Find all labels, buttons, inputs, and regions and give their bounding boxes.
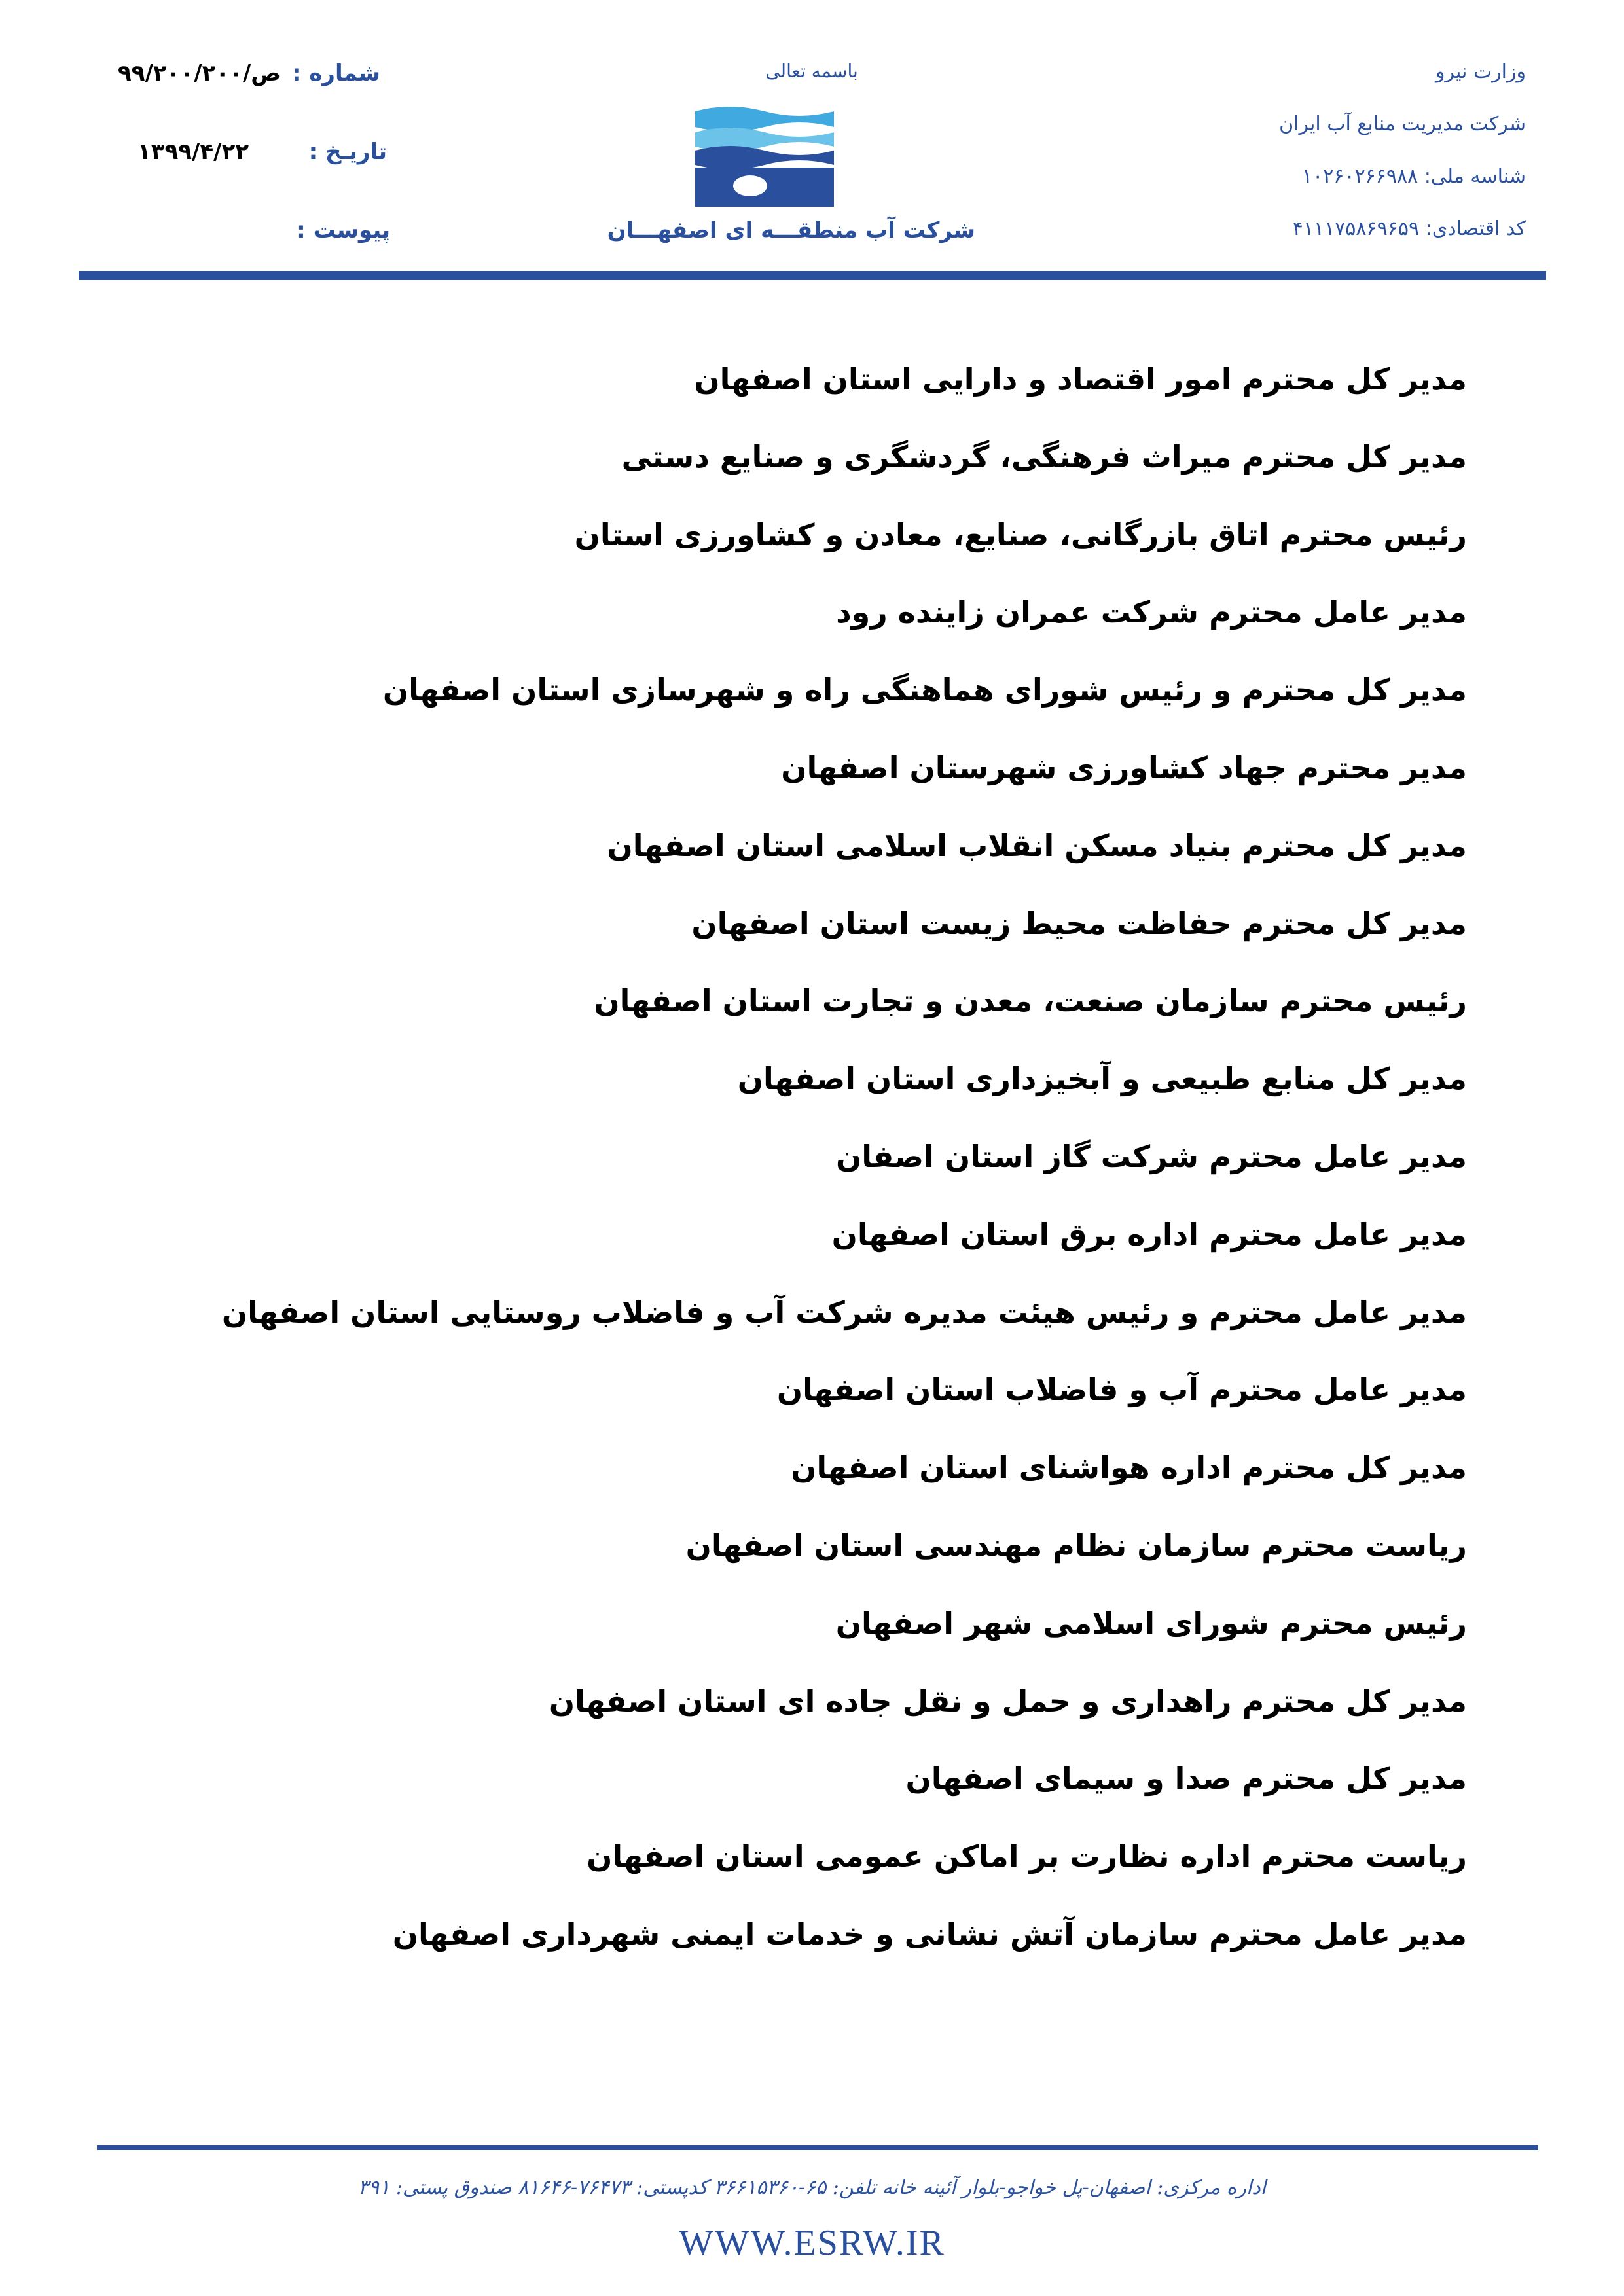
footer-address: اداره مرکزی: اصفهان-پل خواجو-بلوار آئینه خانه تلفن: ۶۵-۳۶۶۱۵۳۶۰ کدپستی: ۷۶۴۷۳-۸۱۶۴۶ صندوق پستی: ۳۹۱ — [357, 2176, 1267, 2199]
recipient-line: مدیر کل منابع طبیعی و آبخیزداری استان اصفهان — [737, 1061, 1467, 1097]
recipient-line: مدیر کل محترم بنیاد مسکن انقلاب اسلامی استان اصفهان — [607, 827, 1467, 863]
recipient-line: مدیر عامل محترم شرکت گاز استان اصفان — [836, 1138, 1467, 1174]
recipient-line: مدیر عامل محترم آب و فاضلاب استان اصفهان — [776, 1372, 1467, 1408]
recipient-line: مدیر عامل محترم اداره برق استان اصفهان — [831, 1216, 1467, 1252]
company-name: شرکت مدیریت منابع آب ایران — [1279, 113, 1526, 135]
number-label: شماره : — [292, 60, 380, 86]
header-divider — [79, 271, 1546, 280]
recipient-line: مدیر کل محترم اداره هواشنای استان اصفهان — [791, 1450, 1467, 1486]
recipient-line: ریاست محترم اداره نظارت بر اماکن عمومی استان اصفهان — [586, 1839, 1467, 1874]
recipient-line: مدیر عامل محترم سازمان آتش نشانی و خدمات ایمنی شهرداری اصفهان — [392, 1916, 1467, 1952]
footer-divider — [97, 2145, 1538, 2150]
bismillah: باسمه تعالی — [765, 60, 858, 82]
date-value: ۱۳۹۹/۴/۲۲ — [137, 139, 249, 165]
company-logo-name: شرکت آب منطقـــه ای اصفهـــان — [607, 217, 975, 243]
number-value: ۹۹/۲۰۰/۲۰۰/ص — [118, 60, 281, 86]
company-logo — [695, 105, 834, 207]
footer-website[interactable]: WWW.ESRW.IR — [679, 2223, 945, 2263]
recipient-line: رئیس محترم اتاق بازرگانی، صنایع، معادن و کشاورزی استان — [574, 516, 1467, 552]
recipient-line: ریاست محترم سازمان نظام مهندسی استان اصفهان — [685, 1527, 1467, 1563]
recipient-line: مدیر کل محترم امور اقتصاد و دارایی استان اصفهان — [694, 361, 1467, 397]
date-label: تاریـخ : — [308, 139, 387, 165]
ministry-name: وزارت نیرو — [1435, 60, 1526, 83]
attachment-label: پیوست : — [297, 217, 390, 243]
recipient-line: مدیر عامل محترم شرکت عمران زاینده رود — [836, 594, 1467, 630]
recipient-list — [222, 340, 1467, 1973]
national-id: شناسه ملی: ۱۰۲۶۰۲۶۶۹۸۸ — [1302, 165, 1526, 188]
recipient-line: مدیر کل محترم و رئیس شورای هماهنگی راه و شهرسازی استان اصفهان — [382, 672, 1467, 708]
economic-code: کد اقتصادی: ۴۱۱۱۷۵۸۶۹۶۵۹ — [1292, 217, 1526, 240]
recipient-line: رئیس محترم شورای اسلامی شهر اصفهان — [835, 1605, 1467, 1641]
recipient-line: مدیر کل محترم میراث فرهنگی، گردشگری و صنایع دستی — [621, 439, 1467, 475]
recipient-line: مدیر عامل محترم و رئیس هیئت مدیره شرکت آب و فاضلاب روستایی استان اصفهان — [221, 1294, 1467, 1330]
recipient-line: مدیر کل محترم راهداری و حمل و نقل جاده ای استان اصفهان — [549, 1683, 1467, 1719]
recipient-line: مدیر محترم جهاد کشاورزی شهرستان اصفهان — [781, 749, 1467, 785]
recipient-line: رئیس محترم سازمان صنعت، معدن و تجارت استان اصفهان — [594, 983, 1467, 1019]
recipient-line: مدیر کل محترم صدا و سیمای اصفهان — [905, 1761, 1467, 1797]
recipient-line: مدیر کل محترم حفاظت محیط زیست استان اصفهان — [691, 905, 1467, 941]
